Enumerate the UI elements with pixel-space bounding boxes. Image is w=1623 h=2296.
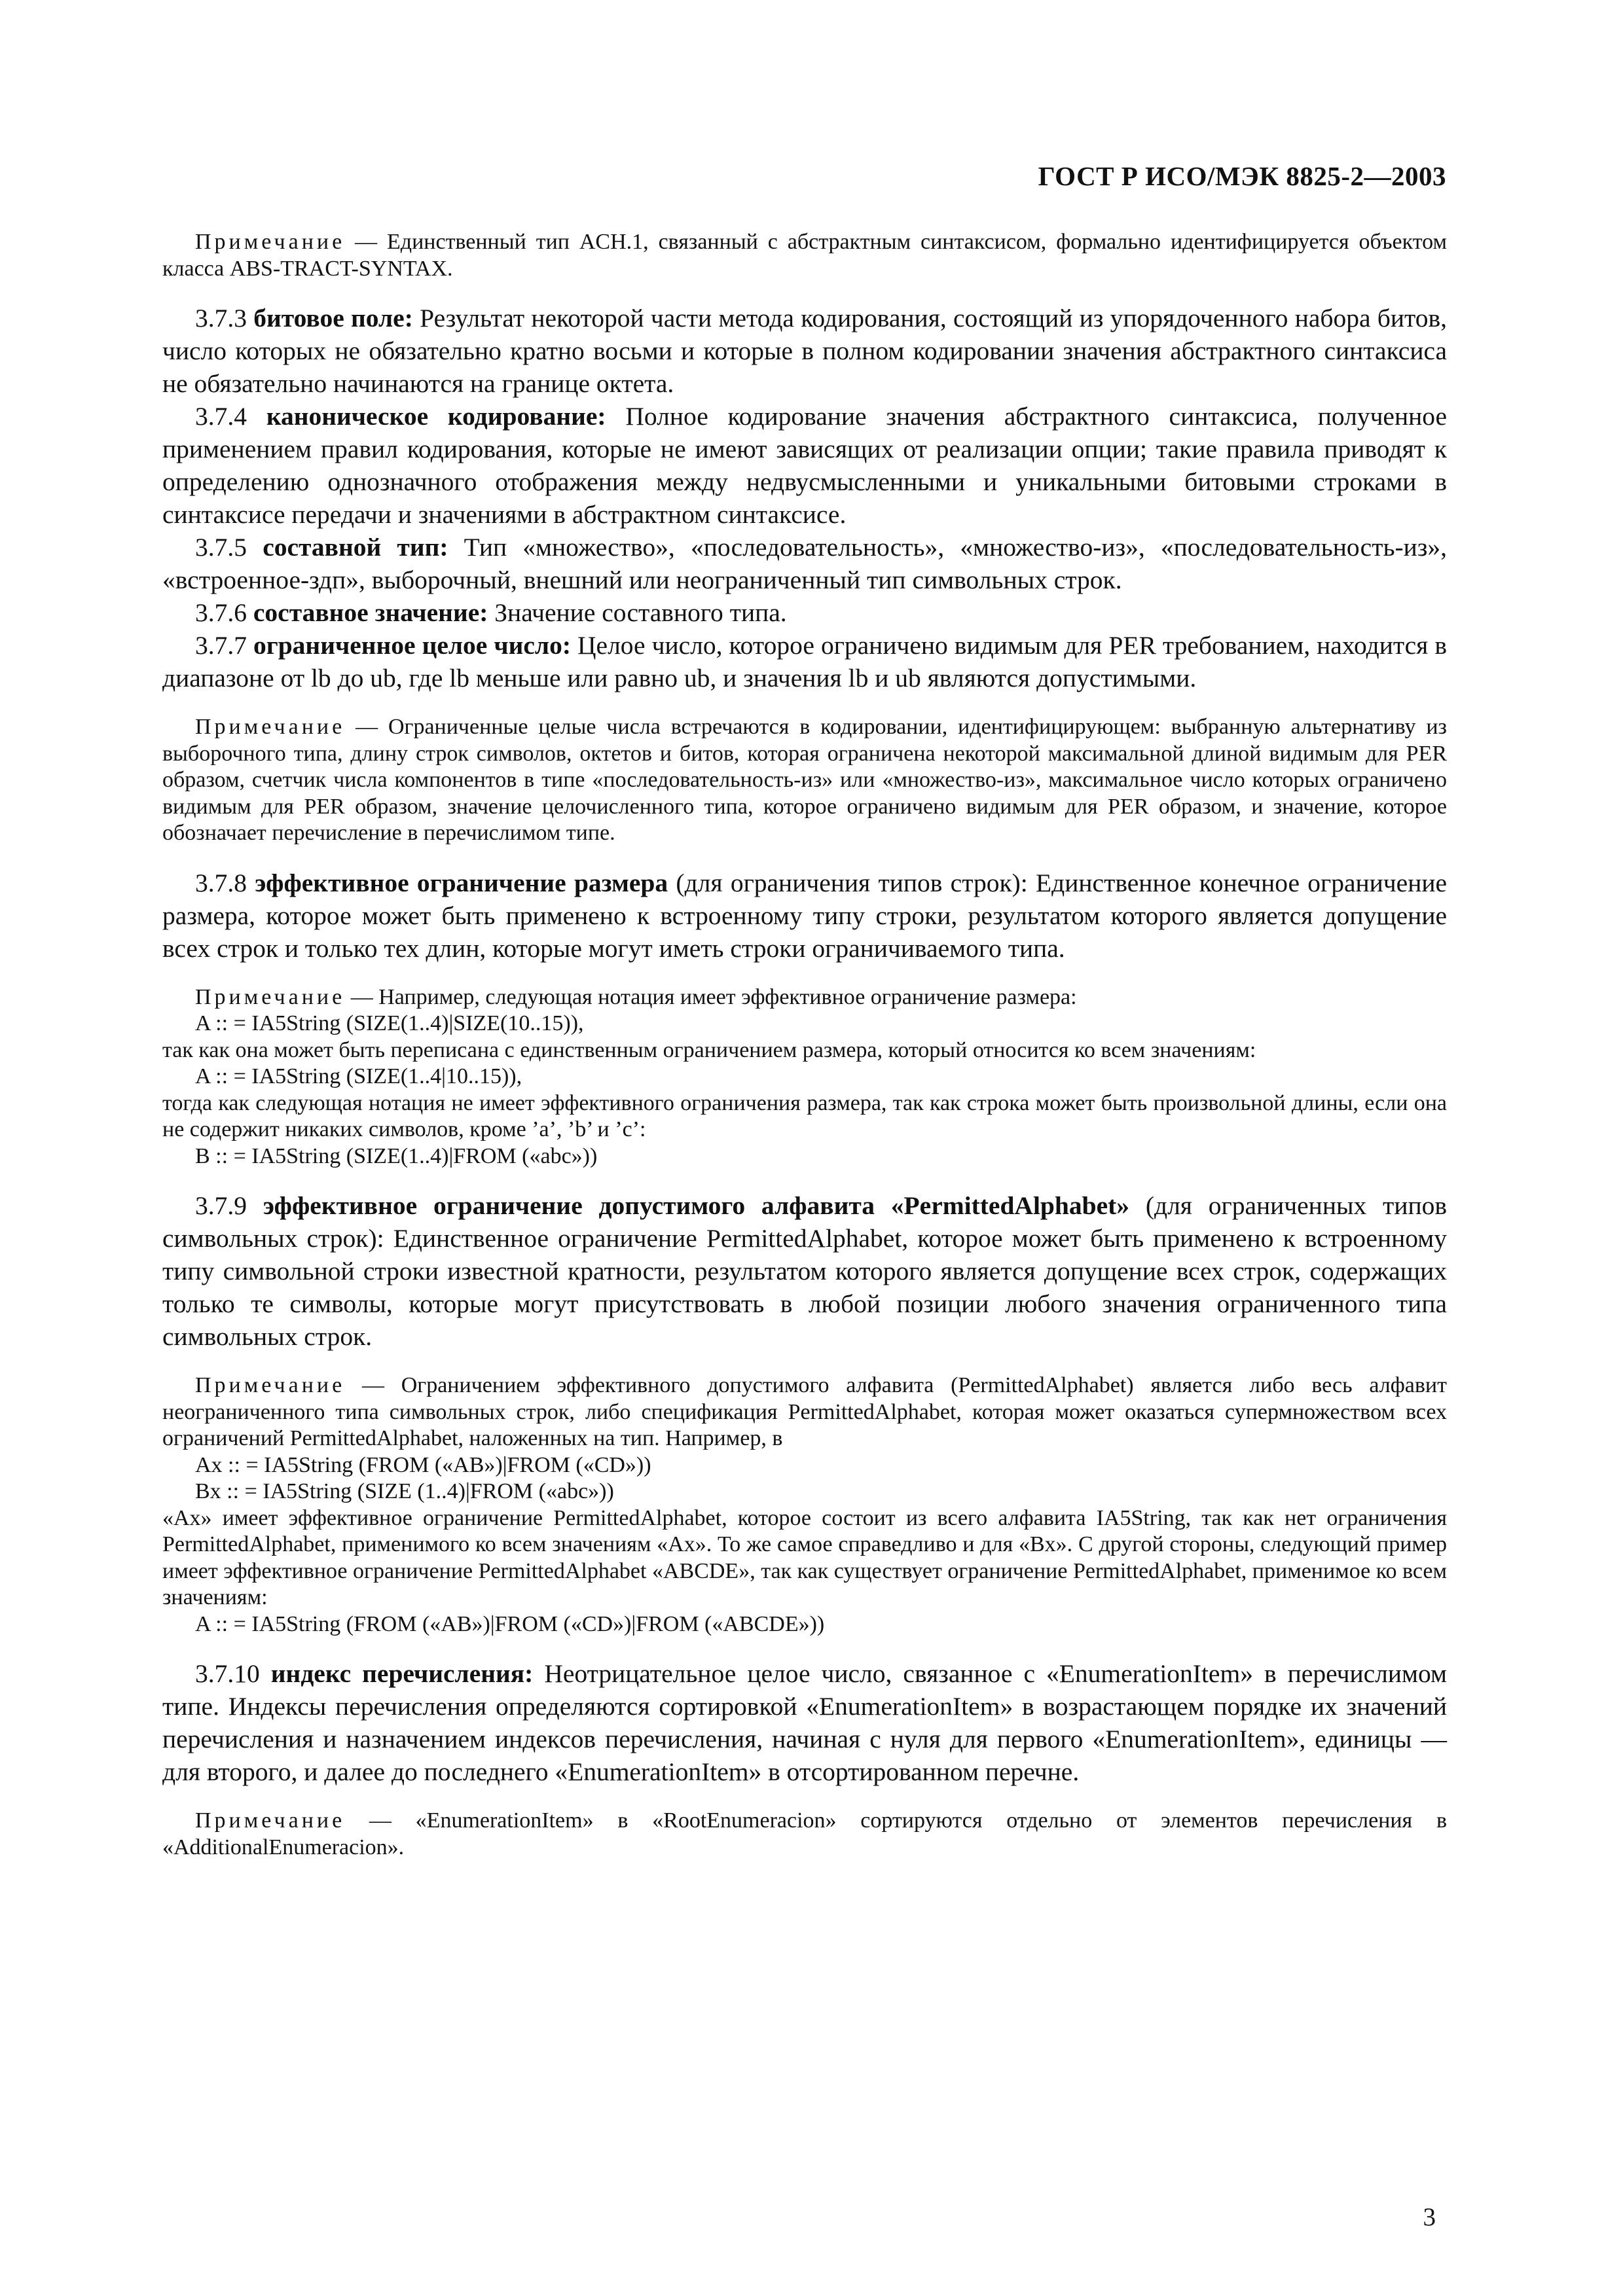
code-example: A :: = IA5String (SIZE(1..4|10..15)), bbox=[195, 1064, 522, 1088]
definition-3-7-9 bbox=[162, 1189, 1447, 1353]
note-2 bbox=[162, 714, 1447, 847]
clause-number: 3.7.4 bbox=[195, 402, 247, 431]
term: эффективное ограничение допустимого алфавита «PermittedAlphabet» bbox=[263, 1191, 1130, 1220]
note-label: Примечание bbox=[195, 1808, 346, 1833]
clause-number: 3.7.10 bbox=[195, 1659, 260, 1688]
definition-text: (для ограничения типов строк): Единственное конечное ограничение размера, которое может быть применено к встроенному типу строки, результатом которого является допущение всех строк и только тех длин, которые могут иметь строки ограничиваемого типа. bbox=[162, 868, 1448, 963]
note-text: — Ограничением эффективного допустимого алфавита (PermittedAlphabet) является либо весь алфавит неограниченного типа символьных строк, либо спецификация PermittedAlphabet, которая может оказаться супермножеством всех ограничений PermittedAlphabet, наложенных на тип. Например, в bbox=[162, 1373, 1447, 1450]
clause-number: 3.7.8 bbox=[195, 868, 247, 897]
definition-3-7-5 bbox=[162, 531, 1447, 596]
definition-3-7-6 bbox=[162, 596, 1447, 629]
term: каноническое кодирование: bbox=[266, 402, 606, 431]
code-example: A :: = IA5String (FROM («AB»)|FROM («CD»)|FROM («ABCDE»)) bbox=[195, 1611, 825, 1636]
note-label: Примечание bbox=[195, 1373, 346, 1397]
clause-number: 3.7.5 bbox=[195, 533, 247, 562]
definitions-block-3 bbox=[162, 1189, 1447, 1353]
note-text: — Ограниченные целые числа встречаются в кодировании, идентифицирующем: выбранную альтернативу из выборочного типа, длину строк символов, октетов и битов, которая ограничена некоторой максимальной длиной видимым для PER образом, счетчик числа компонентов в типе «последовательность-из» или «множество-из», максимальное число которых ограничено видимым для PER образом, значение целочисленного типа, которое ограничено видимым для PER образом, и значение, которое обозначает перечисление в перечислимом типе. bbox=[162, 715, 1447, 845]
page-content bbox=[162, 229, 1447, 1861]
note-5 bbox=[162, 1808, 1447, 1861]
term: индекс перечисления: bbox=[270, 1659, 534, 1688]
note-4 bbox=[162, 1372, 1447, 1638]
definition-text: (для ограниченных типов символьных строк): Единственное ограничение PermittedAlphabet, которое может быть применено к встроенному типу символьной строки известной кратности, результатом которого является допущение всех строк, содержащих только те символы, которые могут присутствовать в любой позиции любого значения ограниченного типа символьных строк. bbox=[162, 1191, 1447, 1351]
note-text: тогда как следующая нотация не имеет эффективного ограничения размера, так как строка может быть произвольной длины, если она не содержит никаких символов, кроме ’a’, ’b’ и ’c’: bbox=[162, 1090, 1447, 1141]
definition-text: Неотрицательное целое число, связанное с «EnumerationItem» в перечислимом типе. Индексы перечисления определяются сортировкой «EnumerationItem» в возрастающем порядке их значений перечисления и назначением индексов перечисления, начиная с нуля для первого «EnumerationItem», единицы — для второго, и далее до последнего «EnumerationItem» в отсортированном перечне. bbox=[162, 1659, 1448, 1786]
definition-text: Значение составного типа. bbox=[488, 598, 787, 627]
term: эффективное ограничение размера bbox=[255, 868, 668, 897]
page-number: 3 bbox=[1423, 2203, 1436, 2231]
definition-text: Результат некоторой части метода кодирования, состоящий из упорядоченного набора битов, число которых не обязательно кратно восьми и которые в полном кодировании значения абстрактного синтаксиса не обязательно начинаются на границе октета. bbox=[162, 304, 1448, 398]
note-label: Примечание bbox=[195, 984, 346, 1009]
term: составной тип: bbox=[263, 533, 448, 562]
term: битовое поле: bbox=[253, 304, 413, 332]
note-text: так как она может быть переписана с единственным ограничением размера, который относится ко всем значениям: bbox=[162, 1037, 1256, 1062]
definition-text: Полное кодирование значения абстрактного синтаксиса, полученное применением правил кодирования, которые не имеют зависящих от реализации опции; такие правила приводят к определению однозначного отображения между недвусмысленными и уникальными битовыми строками в синтаксисе передачи и значениями в абстрактном синтаксисе. bbox=[162, 402, 1448, 529]
note-text: — Единственный тип ACH.1, связанный с абстрактным синтаксисом, формально идентифицируется объектом класса ABS-TRACT-SYNTAX. bbox=[162, 230, 1447, 281]
note-text: — «EnumerationItem» в «RootEnumeracion» сортируются отдельно от элементов перечисления в «AdditionalEnumeracion». bbox=[162, 1808, 1447, 1859]
definition-3-7-4 bbox=[162, 400, 1447, 531]
definition-3-7-10 bbox=[162, 1657, 1447, 1788]
definitions-block-1 bbox=[162, 302, 1447, 694]
note-text: «Ax» имеет эффективное ограничение PermittedAlphabet, которое состоит из всего алфавита IA5String, так как нет ограничения PermittedAlphabet, применимого ко всем значениям «Ax». То же самое справедливо и для «Bx». С другой стороны, следующий пример имеет эффективное ограничение PermittedAlphabet «ABCDE», так как существует ограничение PermittedAlphabet, применимое ко всем значениям: bbox=[162, 1505, 1447, 1609]
note-3 bbox=[162, 984, 1447, 1170]
clause-number: 3.7.6 bbox=[195, 598, 247, 627]
definition-text: Целое число, которое ограничено видимым для PER требованием, находится в диапазоне от lb до ub, где lb меньше или равно ub, и значения lb и ub являются допустимыми. bbox=[162, 631, 1447, 692]
definition-text: Тип «множество», «последовательность», «множество-из», «последовательность-из», «встроенное-здп», выборочный, внешний или неограниченный тип символьных строк. bbox=[162, 533, 1447, 594]
code-example: Ax :: = IA5String (FROM («AB»)|FROM («CD»)) bbox=[195, 1452, 651, 1477]
definition-3-7-8 bbox=[162, 867, 1447, 965]
definition-3-7-3 bbox=[162, 302, 1447, 400]
clause-number: 3.7.7 bbox=[195, 631, 247, 660]
note-text: — Например, следующая нотация имеет эффективное ограничение размера: bbox=[345, 984, 1077, 1009]
document-header: ГОСТ Р ИСО/МЭК 8825-2—2003 bbox=[1038, 161, 1446, 191]
clause-number: 3.7.9 bbox=[195, 1191, 247, 1220]
definitions-block-4 bbox=[162, 1657, 1447, 1788]
code-example: B :: = IA5String (SIZE(1..4)|FROM («abc»)) bbox=[195, 1143, 598, 1168]
note-1 bbox=[162, 229, 1447, 282]
definition-3-7-7 bbox=[162, 629, 1447, 694]
term: составное значение: bbox=[253, 598, 488, 627]
note-label: Примечание bbox=[195, 715, 346, 739]
term: ограниченное целое число: bbox=[253, 631, 571, 660]
clause-number: 3.7.3 bbox=[195, 304, 247, 332]
code-example: Bx :: = IA5String (SIZE (1..4)|FROM («abc»)) bbox=[195, 1479, 614, 1503]
definitions-block-2 bbox=[162, 867, 1447, 965]
code-example: A :: = IA5String (SIZE(1..4)|SIZE(10..15)), bbox=[195, 1011, 584, 1035]
note-label: Примечание bbox=[195, 230, 346, 254]
